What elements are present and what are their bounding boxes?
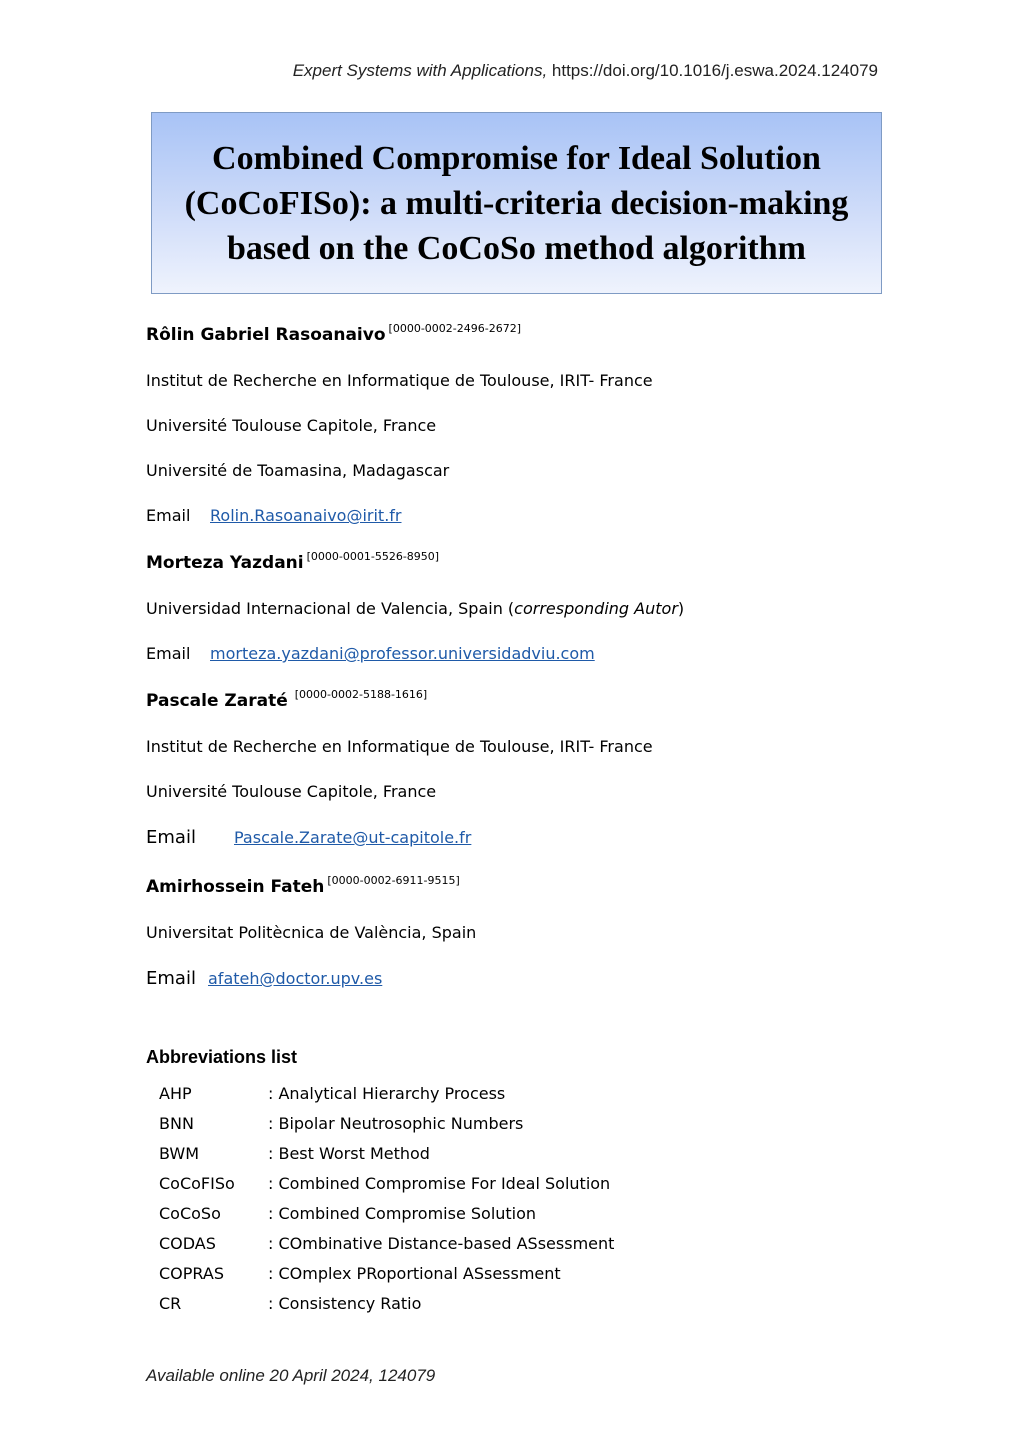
abbreviation-definition: : Analytical Hierarchy Process	[268, 1084, 506, 1103]
title-box	[151, 112, 882, 294]
abbreviation-key: COPRAS	[159, 1264, 224, 1283]
email-label: Email	[146, 644, 191, 663]
author-email-row	[146, 968, 382, 989]
author-orcid: [0000-0001-5526-8950]	[306, 550, 440, 563]
list-item	[159, 1172, 614, 1202]
author-name: Rôlin Gabriel Rasoanaivo	[146, 325, 386, 345]
author-affiliation: Universitat Politècnica de València, Spain	[146, 923, 477, 942]
author-affiliation: Université Toulouse Capitole, France	[146, 416, 437, 435]
author-name: Amirhossein Fateh	[146, 877, 325, 897]
author-2	[146, 550, 439, 573]
email-label: Email	[146, 827, 196, 848]
author-affiliation: Université Toulouse Capitole, France	[146, 782, 437, 801]
author-affiliation: Université de Toamasina, Madagascar	[146, 461, 450, 480]
abbreviation-key: CODAS	[159, 1234, 216, 1253]
author-4	[146, 874, 460, 897]
affiliation-text-end: )	[677, 599, 685, 618]
list-item	[159, 1232, 614, 1262]
author-1	[146, 322, 521, 345]
author-affiliation: Institut de Recherche en Informatique de Toulouse, IRIT- France	[146, 737, 653, 756]
author-affiliation	[146, 599, 684, 618]
author-orcid: [0000-0002-6911-9515]	[327, 874, 460, 887]
email-label: Email	[146, 506, 191, 525]
list-item	[159, 1112, 614, 1142]
affiliation-text: Universidad Internacional de Valencia, Spain (	[146, 599, 515, 618]
abbreviation-key: CoCoSo	[159, 1204, 221, 1223]
abbreviation-definition: : Consistency Ratio	[268, 1294, 422, 1313]
author-orcid: [0000-0002-5188-1616]	[294, 688, 428, 701]
paper-title: Combined Compromise for Ideal Solution (CoCoFISo): a multi-criteria decision-making based on the CoCoSo method algorithm	[184, 139, 849, 267]
author-email-row	[146, 827, 471, 848]
list-item	[159, 1202, 614, 1232]
abbreviation-key: BWM	[159, 1144, 200, 1163]
author-affiliation: Institut de Recherche en Informatique de Toulouse, IRIT- France	[146, 371, 653, 390]
journal-header	[293, 61, 878, 81]
email-link[interactable]: morteza.yazdani@professor.universidadviu.com	[210, 644, 595, 663]
abbreviation-key: AHP	[159, 1084, 192, 1103]
abbreviation-definition: : Combined Compromise For Ideal Solution	[268, 1174, 611, 1193]
abbreviations-heading: Abbreviations list	[146, 1047, 298, 1067]
author-name: Morteza Yazdani	[146, 553, 304, 573]
list-item	[159, 1082, 614, 1112]
email-link[interactable]: Rolin.Rasoanaivo@irit.fr	[210, 506, 402, 525]
author-email-row	[146, 506, 402, 525]
abbreviation-definition: : Combined Compromise Solution	[268, 1204, 537, 1223]
author-3	[146, 688, 427, 711]
email-link[interactable]: Pascale.Zarate@ut-capitole.fr	[234, 828, 472, 847]
affiliation-note: corresponding Autor	[514, 599, 678, 618]
email-link[interactable]: afateh@doctor.upv.es	[208, 969, 383, 988]
email-label: Email	[146, 968, 196, 989]
abbreviation-definition: : Bipolar Neutrosophic Numbers	[268, 1114, 524, 1133]
list-item	[159, 1262, 614, 1292]
abbreviations-list	[159, 1082, 614, 1322]
abbreviation-definition: : Best Worst Method	[268, 1144, 430, 1163]
list-item	[159, 1292, 614, 1322]
abbreviation-key: CR	[159, 1294, 182, 1313]
author-name: Pascale Zaraté	[146, 691, 288, 711]
abbreviation-definition: : COmplex PRoportional ASsessment	[268, 1264, 561, 1283]
availability-footer: Available online 20 April 2024, 124079	[146, 1366, 436, 1385]
author-email-row	[146, 644, 595, 663]
list-item	[159, 1142, 614, 1172]
author-orcid: [0000-0002-2496-2672]	[388, 322, 521, 335]
abbreviation-key: CoCoFISo	[159, 1174, 235, 1193]
abbreviation-definition: : COmbinative Distance-based ASsessment	[268, 1234, 615, 1253]
doi-link[interactable]: https://doi.org/10.1016/j.eswa.2024.124079	[551, 61, 878, 80]
journal-name: Expert Systems with Applications,	[292, 61, 548, 80]
abbreviation-key: BNN	[159, 1114, 194, 1133]
